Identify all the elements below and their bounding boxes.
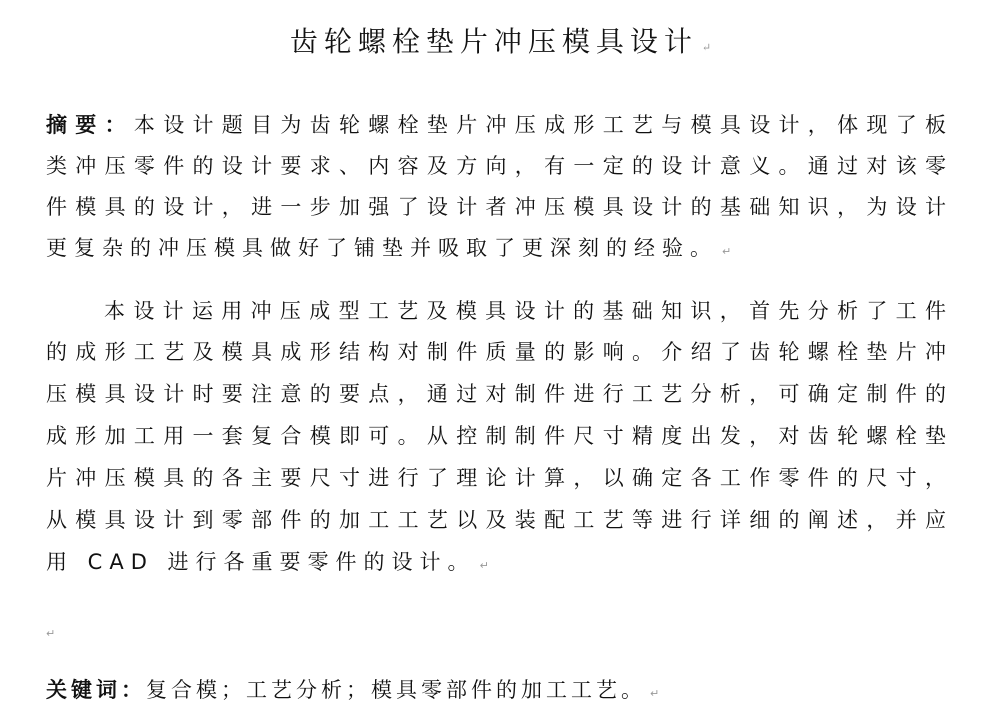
paragraph-mark-icon: ↵ xyxy=(650,687,660,700)
paragraph-mark-icon: ↵ xyxy=(701,41,712,54)
paragraph-mark-icon: ↵ xyxy=(479,559,489,572)
keywords-label: 关键词： xyxy=(46,678,146,702)
body-line xyxy=(46,547,946,577)
abstract-text: 更复杂的冲压模具做好了铺垫并吸取了更深刻的经验。 xyxy=(46,236,718,260)
body-line: 本设计运用冲压成型工艺及模具设计的基础知识，首先分析了工件 xyxy=(104,299,946,323)
abstract-line xyxy=(46,233,946,263)
abstract-line: 类冲压零件的设计要求、内容及方向，有一定的设计意义。通过对该零 xyxy=(46,154,946,178)
document-title xyxy=(0,20,1001,60)
abstract-line xyxy=(46,110,946,140)
body-text: 用 CAD 进行各重要零件的设计。 xyxy=(46,550,476,574)
keywords-paragraph xyxy=(46,675,946,705)
body-line: 从模具设计到零部件的加工工艺以及装配工艺等进行详细的阐述，并应 xyxy=(46,508,946,532)
body-line: 的成形工艺及模具成形结构对制件质量的影响。介绍了齿轮螺栓垫片冲 xyxy=(46,340,946,364)
paragraph-mark-icon: ↵ xyxy=(46,627,56,640)
title-text: 齿轮螺栓垫片冲压模具设计 xyxy=(289,25,698,58)
body-line: 压模具设计时要注意的要点，通过对制件进行工艺分析，可确定制件的 xyxy=(46,382,946,406)
abstract-text: 本设计题目为齿轮螺栓垫片冲压成形工艺与模具设计，体现了板 xyxy=(133,113,947,137)
empty-paragraph xyxy=(42,615,942,645)
body-line: 片冲压模具的各主要尺寸进行了理论计算，以确定各工作零件的尺寸， xyxy=(46,466,946,490)
keywords-text: 复合模；工艺分析；模具零部件的加工工艺。 xyxy=(146,678,646,702)
abstract-line: 件模具的设计，进一步加强了设计者冲压模具设计的基础知识，为设计 xyxy=(46,195,946,219)
paragraph-mark-icon: ↵ xyxy=(722,245,732,258)
body-line: 成形加工用一套复合模即可。从控制制件尺寸精度出发，对齿轮螺栓垫 xyxy=(46,424,946,448)
abstract-label: 摘要： xyxy=(46,113,134,137)
